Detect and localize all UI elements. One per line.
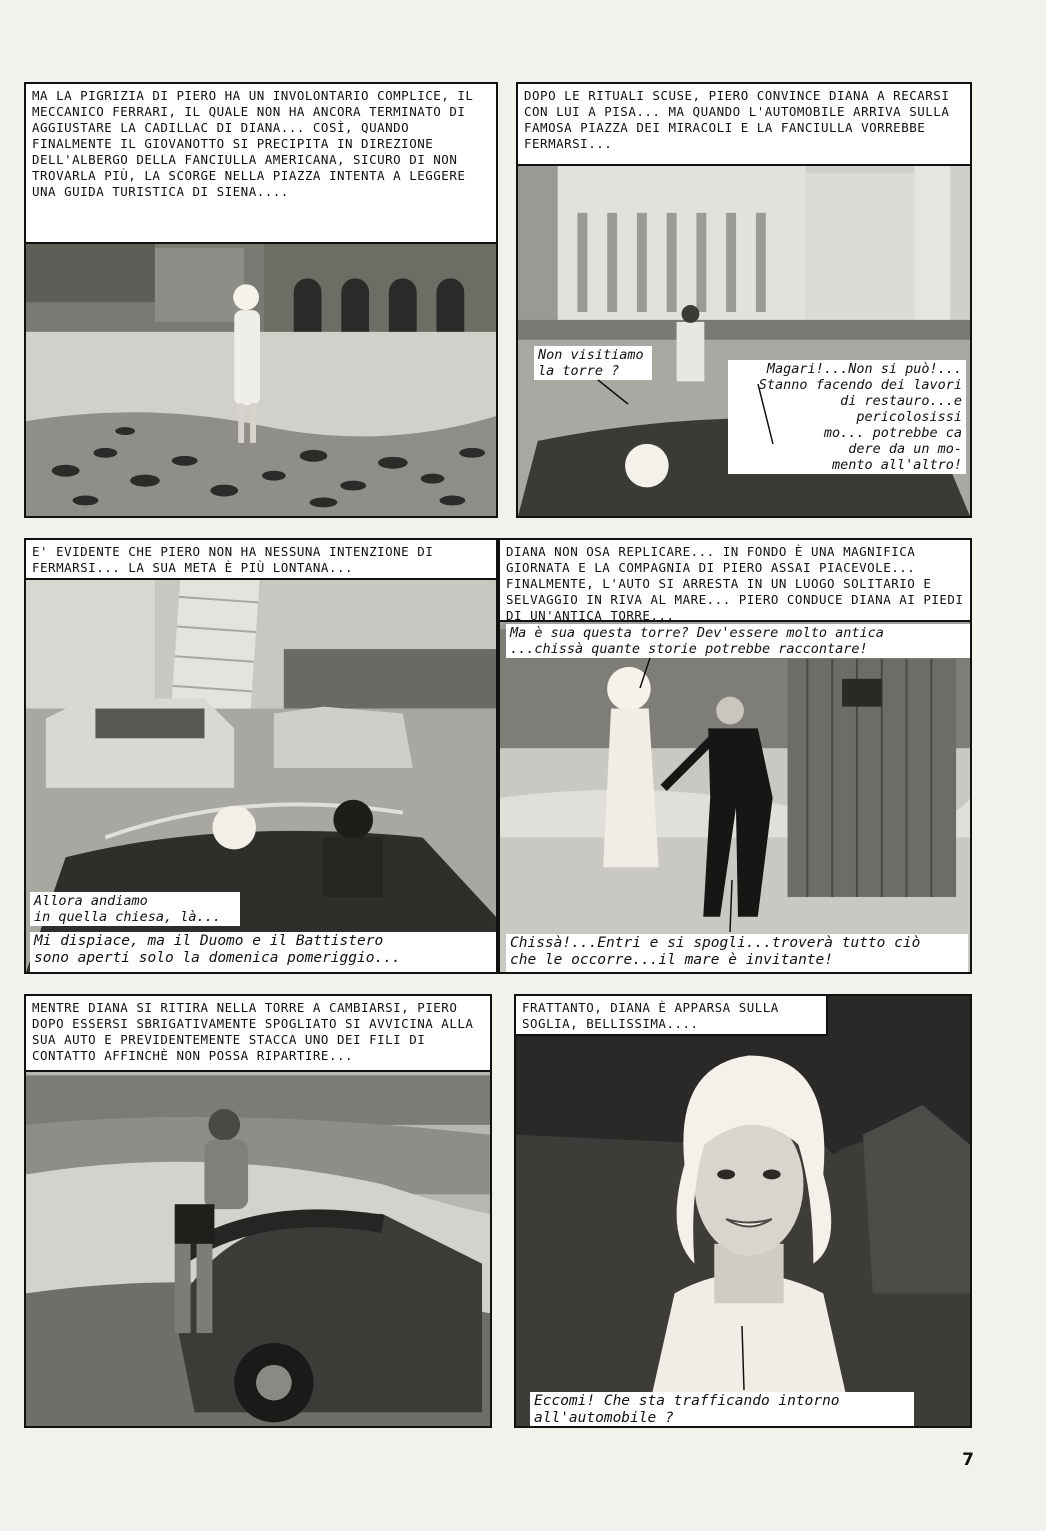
page-number: 7 [962, 1450, 974, 1470]
comic-panel-4 [498, 538, 972, 974]
comic-panel-6 [514, 994, 972, 1428]
panel-4-bubble-tails [500, 540, 972, 974]
panel-4-caption: DIANA NON OSA REPLICARE... IN FONDO È UNA MAGNIFICA GIORNATA E LA COMPAGNIA DI PIERO ASSAI PIACEVOLE... FINALMENTE, L'AUTO SI ARRESTA IN UN LUOGO SOLITARIO E SELVAGGIO IN RIVA AL MARE... PIERO CONDUCE DIANA AI PIEDI DI UN'ANTICA TORRE... [500, 540, 972, 622]
panel-6-bubble-1: Eccomi! Che sta trafficando intorno all'automobile ? [530, 1392, 914, 1428]
panel-3-caption: E' EVIDENTE CHE PIERO NON HA NESSUNA INTENZIONE DI FERMARSI... LA SUA META È PIÙ LONTANA... [26, 540, 498, 580]
panel-2-bubble-tails [518, 84, 972, 518]
panel-5-caption: MENTRE DIANA SI RITIRA NELLA TORRE A CAMBIARSI, PIERO DOPO ESSERSI SBRIGATIVAMENTE SPOGLIATO SI AVVICINA ALLA SUA AUTO E PREVIDENTEMENTE STACCA UNO DEI FILI DI CONTATTO AFFINCHÈ NON POSSA RIPARTIRE... [26, 996, 492, 1072]
panel-6-caption: FRATTANTO, DIANA È APPARSA SULLA SOGLIA, BELLISSIMA.... [516, 996, 828, 1036]
panel-3-bubble-1: Allora andiamo in quella chiesa, là... [30, 892, 240, 926]
panel-6-bubble-tails [516, 996, 972, 1428]
panel-4-bubble-2: Chissà!...Entri e si spogli...troverà tutto ciò che le occorre...il mare è invitante! [506, 934, 968, 972]
panel-2-caption: DOPO LE RITUALI SCUSE, PIERO CONVINCE DIANA A RECARSI CON LUI A PISA... MA QUANDO L'AUTOMOBILE ARRIVA SULLA FAMOSA PIAZZA DEI MIRACOLI E LA FANCIULLA VORREBBE FERMARSI... [518, 84, 972, 166]
panel-4-bubble-1: Ma è sua questa torre? Dev'essere molto antica ...chissà quante storie potrebbe raccontare! [506, 624, 970, 658]
panel-2-bubble-2: Magari!...Non si può!... Stanno facendo dei lavori di restauro...e pericolosissi mo... potrebbe ca dere da un mo- mento all'altro! [728, 360, 966, 474]
comic-panel-5 [24, 994, 492, 1428]
comic-panel-2 [516, 82, 972, 518]
comic-panel-1 [24, 82, 498, 518]
panel-2-bubble-1: Non visitiamo la torre ? [534, 346, 652, 380]
comic-panel-3 [24, 538, 498, 974]
panel-3-bubble-2: Mi dispiace, ma il Duomo e il Battistero sono aperti solo la domenica pomeriggio... [30, 932, 496, 974]
panel-1-caption: MA LA PIGRIZIA DI PIERO HA UN INVOLONTARIO COMPLICE, IL MECCANICO FERRARI, IL QUALE NON HA ANCORA TERMINATO DI AGGIUSTARE LA CADILLAC DI DIANA... COSÌ, QUANDO FINALMENTE IL GIOVANOTTO SI PRECIPITA IN DIREZIONE DELL'ALBERGO DELLA FANCIULLA AMERICANA, SICURO DI NON TROVARLA PIÙ, LA SCORGE NELLA PIAZZA INTENTA A LEGGERE UNA GUIDA TURISTICA DI SIENA.... [26, 84, 498, 244]
